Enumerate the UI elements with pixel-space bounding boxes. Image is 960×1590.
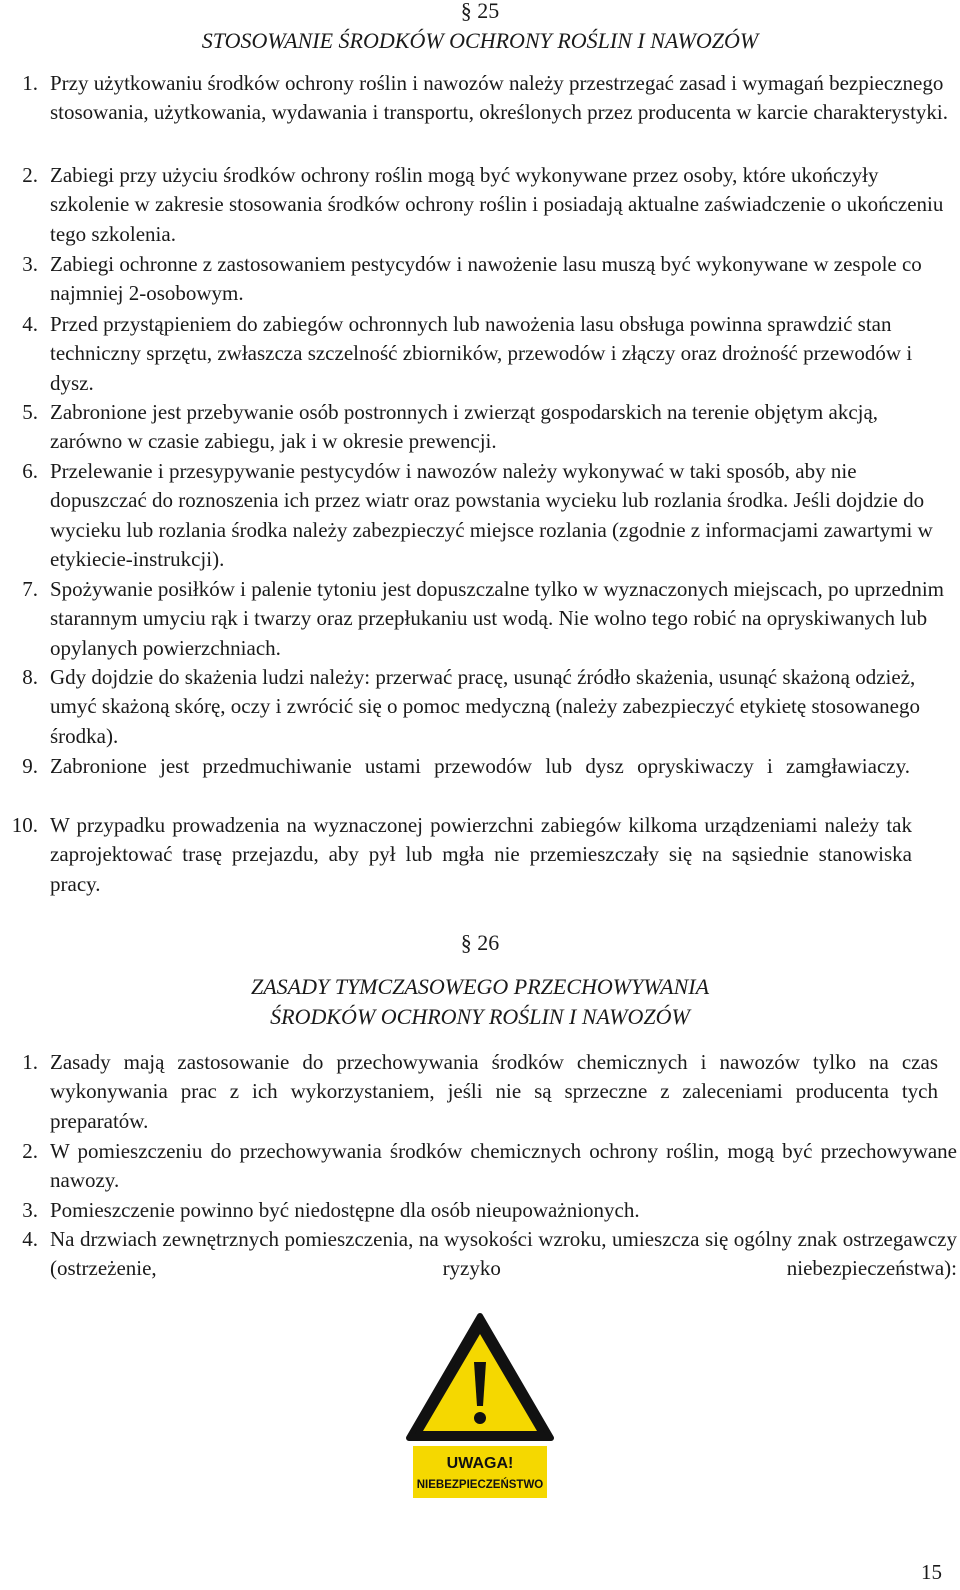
item-number: 4. — [22, 1227, 38, 1251]
item-text: Zabiegi ochronne z zastosowaniem pestycydów i nawożenie lasu muszą być wykonywane w zespole co najmniej 2-osobowym. — [50, 252, 922, 306]
section-26-title-line2: ŚRODKÓW OCHRONY ROŚLIN I NAWOZÓW — [270, 1004, 690, 1029]
item-text: W pomieszczeniu do przechowywania środków chemicznych ochrony roślin, mogą być przechowywane nawozy. — [50, 1139, 957, 1193]
item-text: Zasady mają zastosowanie do przechowywania środków chemicznych i nawozów tylko na czas wykonywania prac z ich wykorzystaniem, jeśli nie są sprzeczne z zaleceniami producenta tych preparatów. — [50, 1050, 938, 1133]
item-number: 8. — [22, 665, 38, 689]
item-number: 4. — [22, 312, 38, 336]
item-number: 7. — [22, 577, 38, 601]
item-text: Na drzwiach zewnętrznych pomieszczenia, na wysokości wzroku, umieszcza się ogólny znak ostrzegawczy (ostrzeżenie, ryzyko niebezpieczeństwa): — [50, 1227, 957, 1281]
item-text: Zabronione jest przebywanie osób postronnych i zwierząt gospodarskich na terenie objętym akcją, zarówno w czasie zabiegu, jak i w okresie prewencji. — [50, 400, 879, 454]
item-number: 1. — [22, 1050, 38, 1074]
list-item — [10, 663, 950, 751]
item-text: Przy użytkowaniu środków ochrony roślin i nawozów należy przestrzegać zasad i wymagań bezpiecznego stosowania, użytkowania, wydawania i transportu, określonych przez producenta w karcie charakterystyki. — [50, 71, 949, 125]
item-text: Przelewanie i przesypywanie pestycydów i nawozów należy wykonywać w taki sposób, aby nie dopuszczać do roznoszenia ich przez wiatr oraz powstania wycieku lub rozlania środka. Jeśli dojdzie do wycieku lub rozlania środka należy zabezpieczyć miejsce rozlania (zgodnie z informacjami zawartymi w etykiecie-instrukcji). — [50, 459, 933, 572]
item-number: 9. — [22, 754, 38, 778]
list-item — [0, 811, 912, 929]
item-number: 6. — [22, 459, 38, 483]
list-item — [10, 69, 950, 128]
item-text: Spożywanie posiłków i palenie tytoniu jest dopuszczalne tylko w wyznaczonych miejscach, po uprzednim starannym umyciu rąk i twarzy oraz przepłukaniu ust wodą. Nie wolno tego robić na opryskiwanych lub opylanych powierzchniach. — [50, 577, 945, 660]
item-number: 3. — [22, 252, 38, 276]
section-25-title: STOSOWANIE ŚRODKÓW OCHRONY ROŚLIN I NAWOZÓW — [201, 28, 759, 53]
list-item — [10, 575, 950, 663]
list-item — [10, 250, 950, 309]
item-text: Zabiegi przy użyciu środków ochrony roślin mogą być wykonywane przez osoby, które ukończyły szkolenie w zakresie stosowania środków ochrony roślin i posiadają aktualne zaświadczenie o ukończeniu tego szkolenia. — [50, 163, 944, 246]
warning-label-line1: UWAGA! — [446, 1455, 514, 1472]
list-item — [10, 1196, 950, 1225]
item-number: 1. — [22, 71, 38, 95]
item-number: 3. — [22, 1198, 38, 1222]
item-number: 2. — [22, 163, 38, 187]
warning-sign — [405, 1310, 555, 1500]
warning-label-line2: NIEBEZPIECZEŃSTWO — [416, 1479, 544, 1491]
list-item — [10, 398, 950, 457]
page-number: 15 — [921, 1560, 942, 1584]
item-text: Pomieszczenie powinno być niedostępne dla osób nieupoważnionych. — [50, 1198, 640, 1222]
list-item — [10, 752, 910, 811]
list-item — [10, 161, 950, 249]
item-number: 10. — [11, 813, 38, 837]
list-item — [10, 457, 950, 575]
item-number: 2. — [22, 1139, 38, 1163]
section-26-number: § 26 — [460, 930, 500, 955]
item-text: Gdy dojdzie do skażenia ludzi należy: przerwać pracę, usunąć źródło skażenia, usunąć skażoną odzież, umyć skażoną skórę, oczy i zwrócić się o pomoc medyczną (należy zabezpieczyć etykietę stosowanego środka). — [50, 665, 920, 748]
exclamation-warning-triangle-icon — [409, 1316, 551, 1438]
item-text: Zabronione jest przedmuchiwanie ustami przewodów lub dysz opryskiwaczy i zamgławiaczy. — [50, 754, 910, 778]
item-number: 5. — [22, 400, 38, 424]
item-text: Przed przystąpieniem do zabiegów ochronnych lub nawożenia lasu obsługa powinna sprawdzić stan techniczny sprzętu, zwłaszcza szczelność zbiorników, przewodów i złączy oraz drożność przewodów i dysz. — [50, 312, 913, 395]
list-item — [10, 310, 950, 398]
list-item — [10, 1225, 957, 1313]
item-text: W przypadku prowadzenia na wyznaczonej powierzchni zabiegów kilkoma urządzeniami należy tak zaprojektować trasę przejazdu, aby pył lub mgła nie przemieszczały się na sąsiednie stanowiska pracy. — [50, 813, 912, 896]
section-25-number: § 25 — [460, 0, 500, 23]
section-26-title-line1: ZASADY TYMCZASOWEGO PRZECHOWYWANIA — [250, 974, 710, 999]
